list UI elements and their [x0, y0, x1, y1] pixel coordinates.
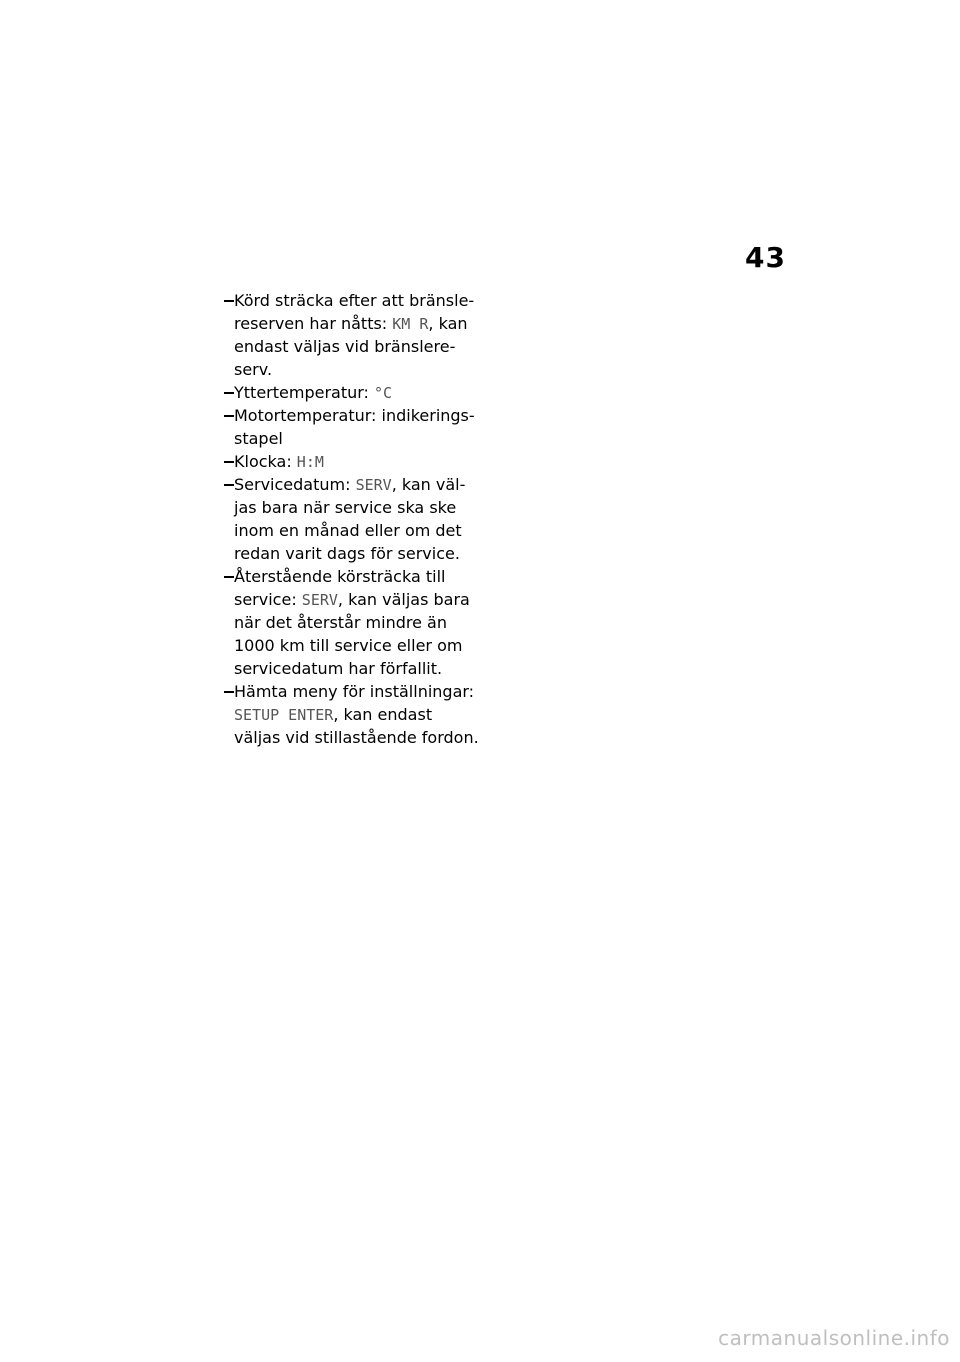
item-text-line: [234, 496, 512, 519]
item-text-line: [234, 358, 512, 381]
display-code: H:M: [296, 453, 324, 471]
item-text: reserven har nåtts:: [234, 314, 393, 333]
item-text: Körd sträcka efter att bränsle-: [234, 291, 475, 310]
item-text-line: [234, 381, 512, 404]
item-text-line: [234, 680, 512, 703]
item-text-line: [234, 542, 512, 565]
item-text-line: [234, 312, 512, 335]
item-text-line: [234, 657, 512, 680]
item-text: Motortemperatur: indikerings-: [234, 406, 475, 425]
item-text-line: [234, 611, 512, 634]
item-text: , kan endast: [333, 705, 433, 724]
list-item: [222, 565, 512, 680]
item-text-line: [234, 450, 512, 473]
item-text: inom en månad eller om det: [234, 521, 462, 540]
item-text-line: [234, 404, 512, 427]
item-text: Yttertemperatur:: [234, 383, 375, 402]
item-text: , kan väl-: [391, 475, 466, 494]
list-item: [222, 381, 512, 404]
item-text: service:: [234, 590, 302, 609]
list-item: [222, 473, 512, 565]
item-text: väljas vid stillastående fordon.: [234, 728, 479, 747]
item-text-line: [234, 519, 512, 542]
item-text: , kan: [428, 314, 468, 333]
display-code: SERV: [355, 476, 392, 494]
item-text: jas bara när service ska ske: [234, 498, 457, 517]
site-watermark: carmanualsonline.info: [718, 1326, 950, 1350]
display-code: °C: [374, 384, 393, 402]
item-text: servicedatum har förfallit.: [234, 659, 443, 678]
item-text: när det återstår mindre än: [234, 613, 447, 632]
item-text: serv.: [234, 360, 273, 379]
item-text-line: [234, 726, 512, 749]
item-text-line: [234, 588, 512, 611]
list-item: [222, 680, 512, 749]
list-item: [222, 404, 512, 450]
item-text: Hämta meny för inställningar:: [234, 682, 475, 701]
item-text: Servicedatum:: [234, 475, 356, 494]
display-code: SETUP ENTER: [234, 706, 334, 724]
item-text: redan varit dags för service.: [234, 544, 460, 563]
item-text-line: [234, 634, 512, 657]
page-number: 43: [745, 241, 786, 274]
item-text: stapel: [234, 429, 283, 448]
item-text: endast väljas vid bränslere-: [234, 337, 456, 356]
item-text-line: [234, 565, 512, 588]
menu-options-list: [222, 289, 512, 749]
item-text-line: [234, 427, 512, 450]
item-text: 1000 km till service eller om: [234, 636, 463, 655]
list-item: [222, 450, 512, 473]
display-code: KM R: [392, 315, 429, 333]
item-text-line: [234, 703, 512, 726]
item-text-line: [234, 335, 512, 358]
item-text-line: [234, 289, 512, 312]
list-item: [222, 289, 512, 381]
item-text: Återstående körsträcka till: [234, 567, 446, 586]
item-text: Klocka:: [234, 452, 297, 471]
display-code: SERV: [301, 591, 338, 609]
item-text: , kan väljas bara: [337, 590, 470, 609]
item-text-line: [234, 473, 512, 496]
